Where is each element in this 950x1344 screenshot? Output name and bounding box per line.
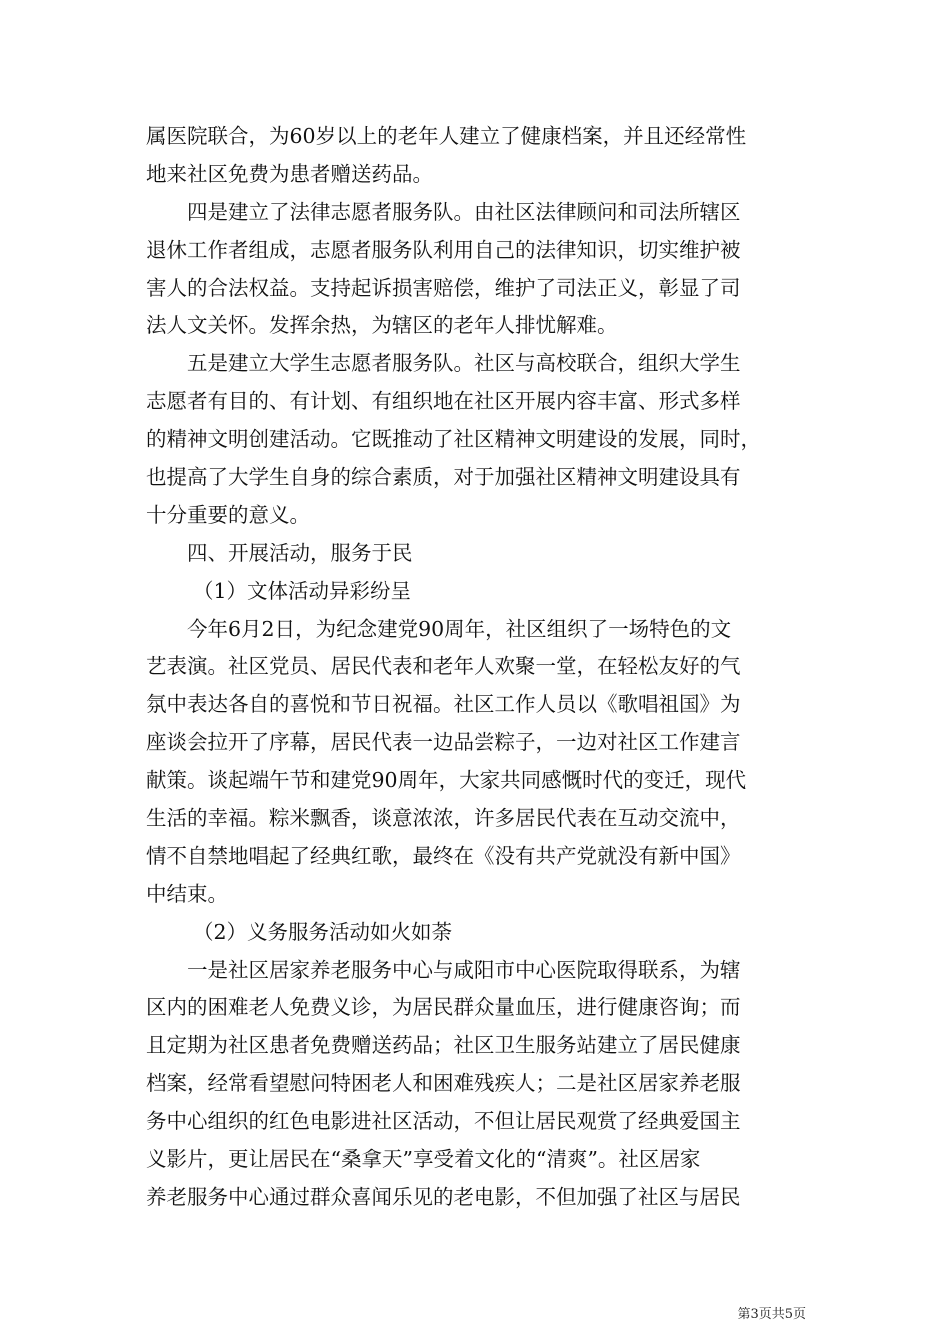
text-line: 座谈会拉开了序幕，居民代表一边品尝粽子，一边对社区工作建言: [146, 730, 741, 755]
text-line: 退休工作者组成，志愿者服务队利用自己的法律知识，切实维护被: [146, 237, 741, 262]
text-line: 害人的合法权益。支持起诉损害赔偿，维护了司法正义，彰显了司: [146, 275, 741, 300]
text-line: 一是社区居家养老服务中心与咸阳市中心医院取得联系，为辖: [187, 957, 741, 982]
text-line: 五是建立大学生志愿者服务队。社区与高校联合，组织大学生: [187, 351, 741, 376]
text-line: 献策。谈起端午节和建党90周年，大家共同感慨时代的变迁，现代: [146, 768, 747, 793]
text-line: 生活的幸福。粽米飘香，谈意浓浓，许多居民代表在互动交流中，: [146, 806, 741, 831]
text-line: 也提高了大学生自身的综合素质，对于加强社区精神文明建设具有: [146, 465, 741, 490]
text-line: 四、开展活动，服务于民: [187, 540, 413, 565]
page-number: 第3页共5页: [737, 1307, 806, 1322]
text-line: （1）文体活动异彩纷呈: [193, 578, 412, 603]
text-line: （2）义务服务活动如火如荼: [193, 919, 453, 944]
text-line: 义影片，更让居民在“桑拿天”享受着文化的“清爽”。社区居家: [146, 1147, 701, 1172]
text-line: 法人文关怀。发挥余热，为辖区的老年人排忧解难。: [146, 313, 618, 338]
text-line: 志愿者有目的、有计划、有组织地在社区开展内容丰富、形式多样: [146, 389, 741, 414]
text-line: 务中心组织的红色电影进社区活动，不但让居民观赏了经典爱国主: [146, 1109, 741, 1134]
text-line: 养老服务中心通过群众喜闻乐见的老电影，不但加强了社区与居民: [146, 1184, 741, 1209]
text-line: 区内的困难老人免费义诊，为居民群众量血压，进行健康咨询；而: [146, 995, 741, 1020]
document-body: [146, 118, 806, 1217]
text-line: 艺表演。社区党员、居民代表和老年人欢聚一堂，在轻松友好的气: [146, 654, 741, 679]
text-line: 属医院联合，为60岁以上的老年人建立了健康档案，并且还经常性: [146, 124, 747, 148]
text-line: 氛中表达各自的喜悦和节日祝福。社区工作人员以《歌唱祖国》为: [146, 692, 741, 717]
text-line: 中结束。: [146, 881, 228, 906]
text-line: 地来社区免费为患者赠送药品。: [146, 161, 433, 186]
text-line: 情不自禁地唱起了经典红歌，最终在《没有共产党就没有新中国》: [146, 843, 741, 868]
text-line: 今年6月2日，为纪念建党90周年，社区组织了一场特色的文: [187, 616, 732, 641]
text-line: 四是建立了法律志愿者服务队。由社区法律顾问和司法所辖区: [187, 199, 741, 224]
text-line: 十分重要的意义。: [146, 502, 310, 527]
text-line: 且定期为社区患者免费赠送药品；社区卫生服务站建立了居民健康: [146, 1033, 741, 1058]
text-line: 档案，经常看望慰问特困老人和困难残疾人；二是社区居家养老服: [146, 1071, 741, 1096]
text-line: 的精神文明创建活动。它既推动了社区精神文明建设的发展，同时，: [146, 427, 761, 452]
